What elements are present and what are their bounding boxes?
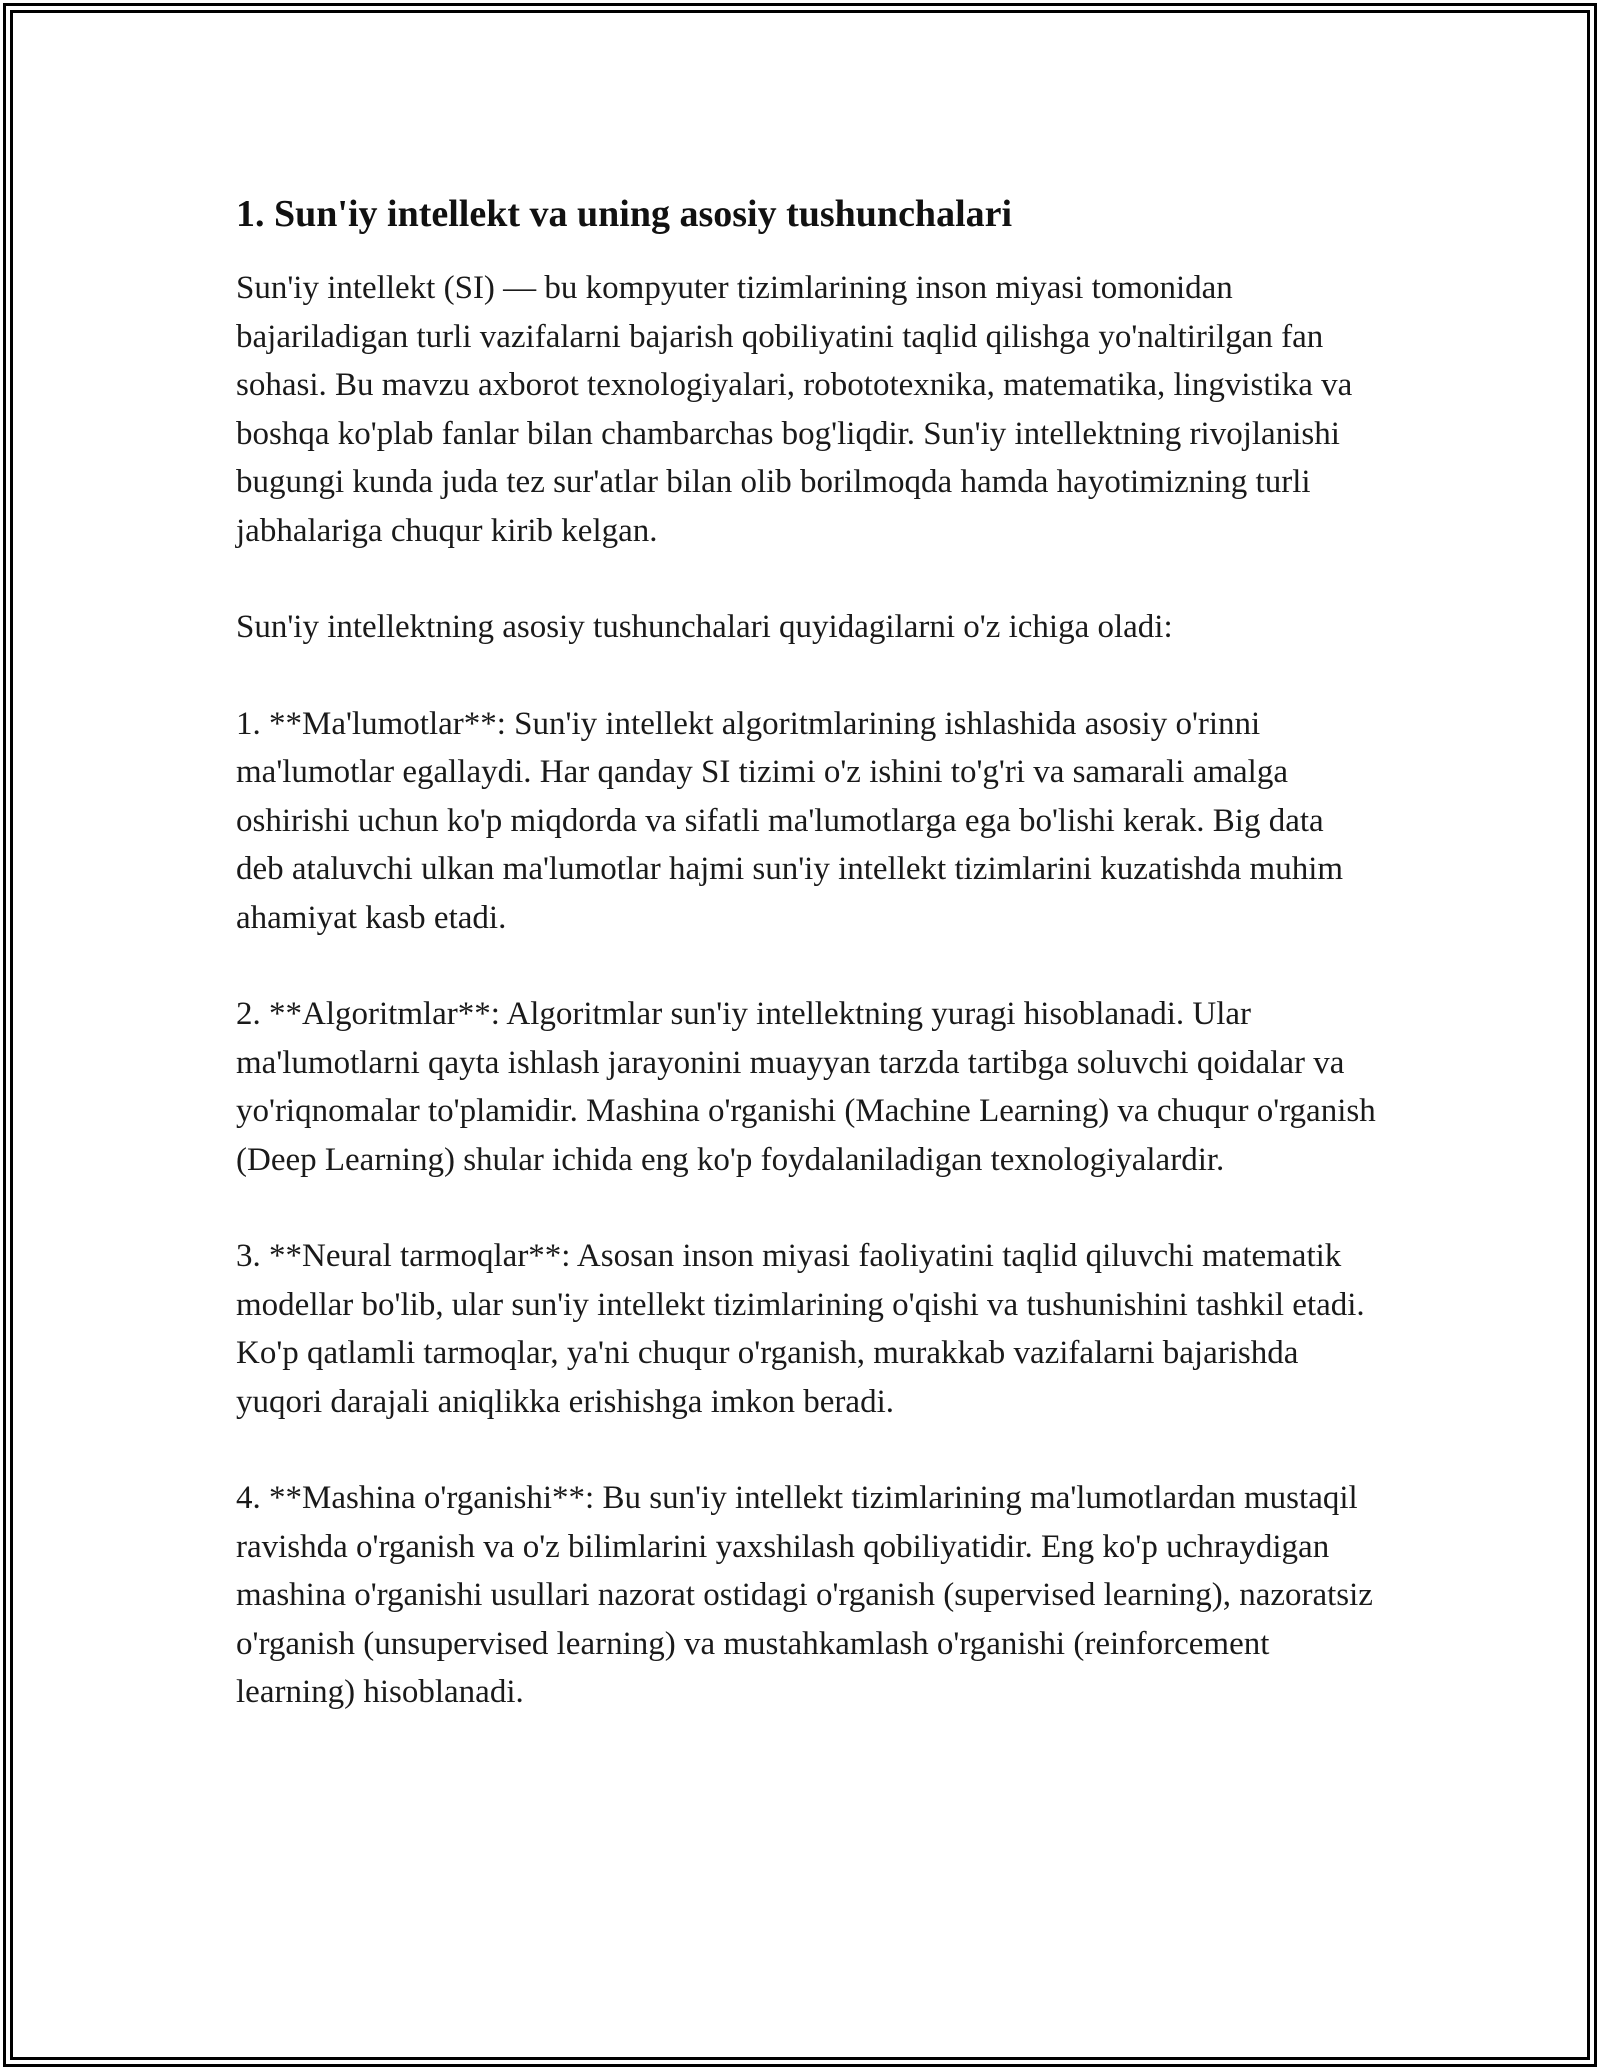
list-item-machine-learning: 4. **Mashina o'rganishi**: Bu sun'iy intellekt tizimlarining ma'lumotlardan mustaqil ravishda o'rganish va o'z bilimlarini yaxshilash qobiliyatidir. Eng ko'p uchraydigan mashina o'rganishi usullari nazorat ostidagi o'rganish (supervised learning), nazoratsiz o'rganish (unsupervised learning) va mustahkamlash o'rganishi (reinforcement learning) hisoblanadi. [236, 1480, 1373, 1710]
list-item-algorithms: 2. **Algoritmlar**: Algoritmlar sun'iy intellektning yuragi hisoblanadi. Ular ma'lumotlarni qayta ishlash jarayonini muayyan tarzda tartibga soluvchi qoidalar va yo'riqnomalar to'plamidir. Mashina o'rganishi (Machine Learning) va chuqur o'rganish (Deep Learning) shular ichida eng ko'p foydalaniladigan texnologiyalardir. [236, 996, 1376, 1178]
list-item-data: 1. **Ma'lumotlar**: Sun'iy intellekt algoritmlarining ishlashida asosiy o'rinni ma'lumotlar egallaydi. Har qanday SI tizimi o'z ishini to'g'ri va samarali amalga oshirishi uchun ko'p miqdorda va sifatli ma'lumotlarga ega bo'lishi kerak. Big data deb ataluvchi ulkan ma'lumotlar hajmi sun'iy intellekt tizimlarini kuzatishda muhim ahamiyat kasb etadi. [236, 705, 1344, 936]
concepts-lead-paragraph: Sun'iy intellektning asosiy tushunchalari quyidagilarni o'z ichiga oladi: [236, 609, 1173, 645]
document-body [236, 186, 1376, 1765]
list-item-neural-networks: 3. **Neural tarmoqlar**: Asosan inson miyasi faoliyatini taqlid qiluvchi matematik modellar bo'lib, ular sun'iy intellekt tizimlarining o'qishi va tushunishini tashkil etadi. Ko'p qatlamli tarmoqlar, ya'ni chuqur o'rganish, murakkab vazifalarni bajarishda yuqori darajali aniqlikka erishishga imkon beradi. [236, 1238, 1365, 1420]
section-heading: 1. Sun'iy intellekt va uning asosiy tushunchalari [236, 193, 1013, 235]
intro-paragraph: Sun'iy intellekt (SI) — bu kompyuter tizimlarining inson miyasi tomonidan bajariladigan turli vazifalarni bajarish qobiliyatini taqlid qilishga yo'naltirilgan fan sohasi. Bu mavzu axborot texnologiyalari, robototexnika, matematika, lingvistika va boshqa ko'plab fanlar bilan chambarchas bog'liqdir. Sun'iy intellektning rivojlanishi bugungi kunda juda tez sur'atlar bilan olib borilmoqda hamda hayotimizning turli jabhalariga chuqur kirib kelgan. [236, 270, 1353, 549]
